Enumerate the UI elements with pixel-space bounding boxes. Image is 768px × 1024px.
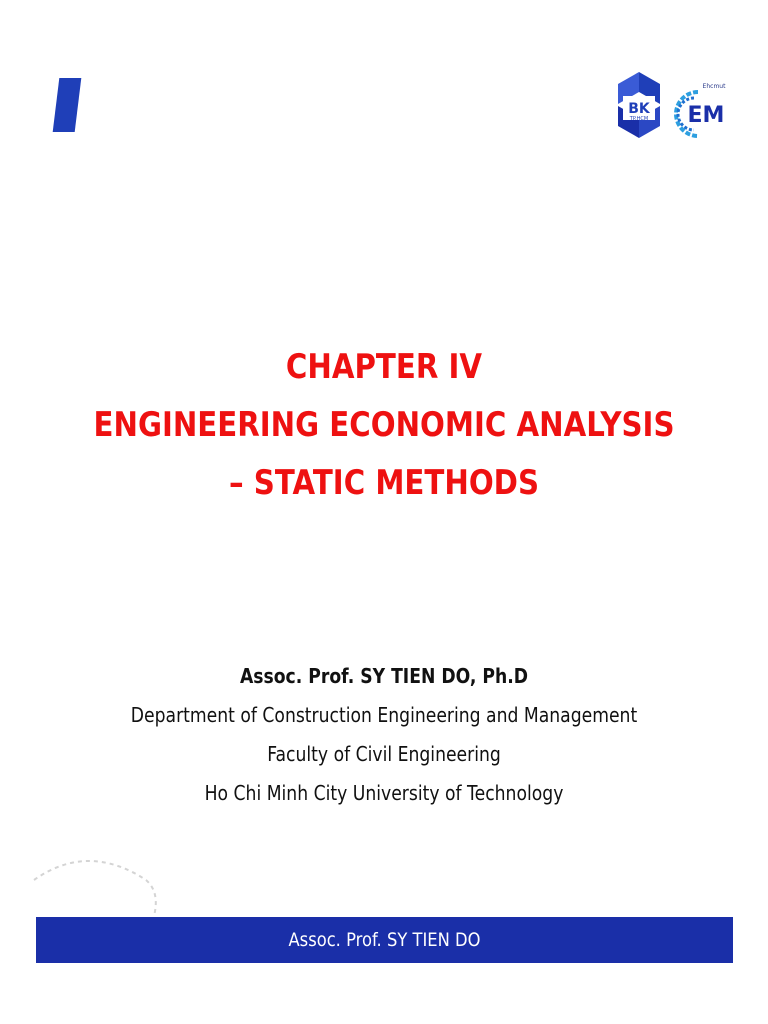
cem-logo-small-text: Ehcmut — [702, 83, 726, 90]
author-department: Department of Construction Engineering and Management — [130, 703, 638, 727]
footer-bar — [36, 917, 733, 963]
author-info — [54, 657, 714, 813]
author-name: Assoc. Prof. SY TIEN DO, Ph.D — [239, 664, 529, 688]
title-line-sub: – STATIC METHODS — [228, 463, 540, 503]
bk-university-logo — [614, 70, 664, 140]
bk-logo-subtext: TP.HCM — [629, 116, 649, 122]
bk-logo-text: BK — [628, 101, 650, 117]
author-faculty: Faculty of Civil Engineering — [267, 742, 501, 766]
accent-bar — [53, 78, 82, 132]
cem-logo-text: EM — [687, 103, 725, 128]
title-line-main: ENGINEERING ECONOMIC ANALYSIS — [93, 405, 675, 445]
title-line-chapter: CHAPTER IV — [285, 347, 483, 387]
chapter-title — [54, 338, 714, 512]
cem-logo — [668, 78, 732, 144]
author-university: Ho Chi Minh City University of Technology — [204, 781, 564, 805]
footer-author: Assoc. Prof. SY TIEN DO — [288, 929, 481, 951]
